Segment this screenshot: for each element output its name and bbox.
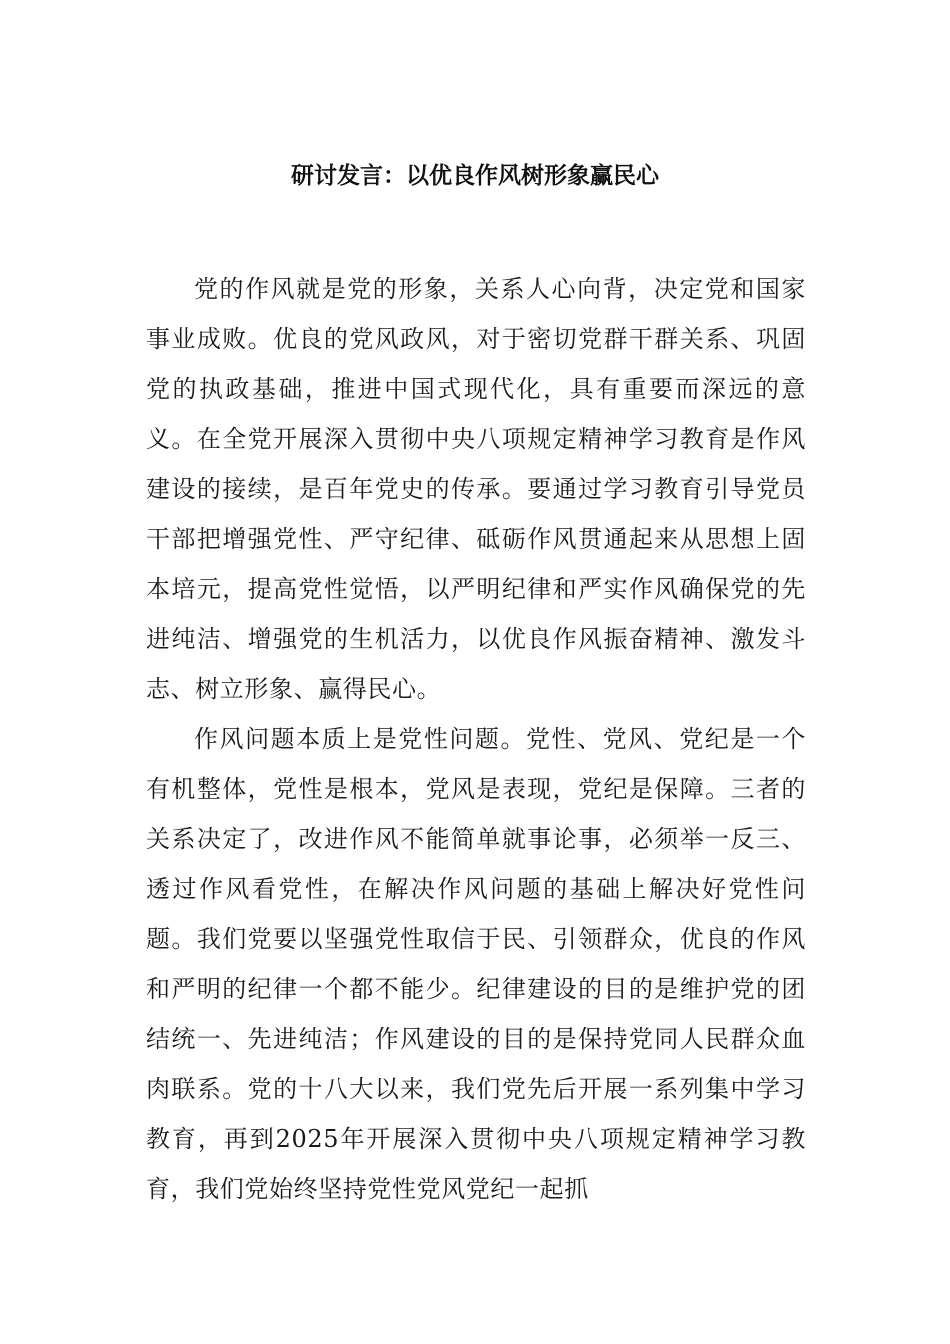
paragraph-2: 作风问题本质上是党性问题。党性、党风、党纪是一个有机整体，党性是根本，党风是表现，党纪是保障。三者的关系决定了，改进作风不能简单就事论事，必须举一反三、透过作风看党性，在解决作风问题的基础上解决好党性问题。我们党要以坚强党性取信于民、引领群众，优良的作风和严明的纪律一个都不能少。纪律建设的目的是维护党的团结统一、先进纯洁；作风建设的目的是保持党同人民群众血肉联系。党的十八大以来，我们党先后开展一系列集中学习教育，再到2025年开展深入贯彻中央八项规定精神学习教育，我们党始终坚持党性党风党纪一起抓 <box>146 725 806 1203</box>
paragraph-1: 党的作风就是党的形象，关系人心向背，决定党和国家事业成败。优良的党风政风，对于密切党群干群关系、巩固党的执政基础，推进中国式现代化，具有重要而深远的意义。在全党开展深入贯彻中央八项规定精神学习教育是作风建设的接续，是百年党史的传承。要通过学习教育引导党员干部把增强党性、严守纪律、砥砺作风贯通起来从思想上固本培元，提高党性觉悟，以严明纪律和严实作风确保党的先进纯洁、增强党的生机活力，以优良作风振奋精神、激发斗志、树立形象、赢得民心。 <box>146 275 806 703</box>
document-title: 研讨发言：以优良作风树形象赢民心 <box>291 162 659 189</box>
document-body <box>146 264 806 1214</box>
